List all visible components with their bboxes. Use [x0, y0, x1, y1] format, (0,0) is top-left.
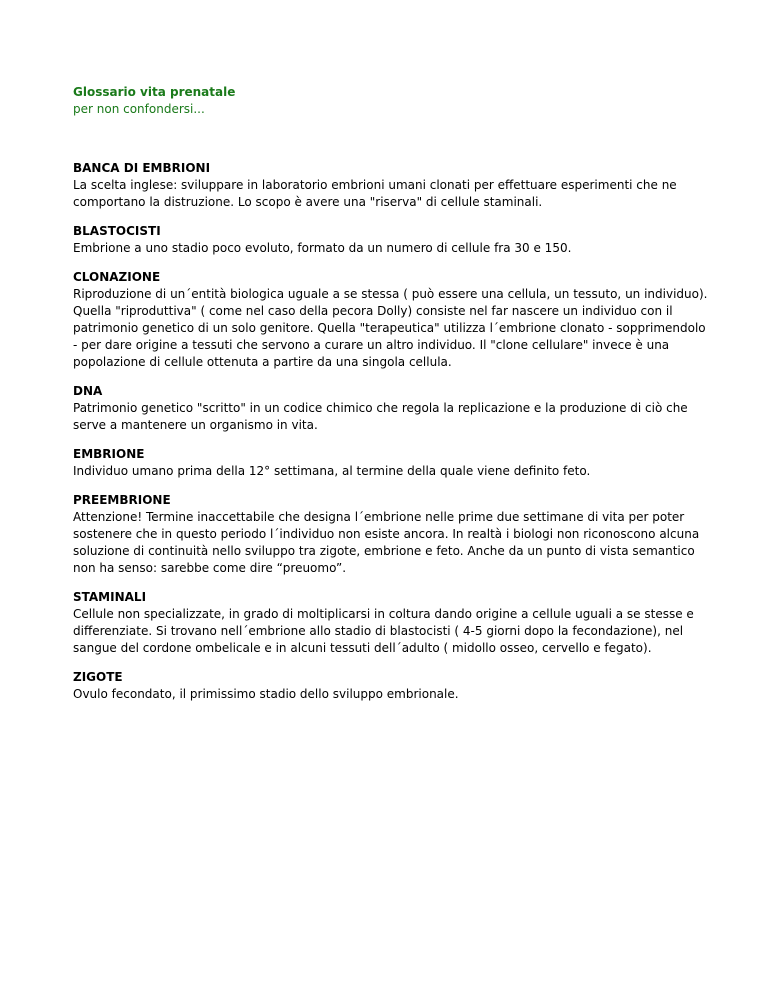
glossary-term: DNA	[73, 384, 103, 398]
glossary-definition: Individuo umano prima della 12° settimana, al termine della quale viene definito feto.	[73, 464, 591, 478]
glossary-list	[73, 160, 713, 703]
glossary-entry-dna	[73, 383, 713, 434]
page-title: Glossario vita prenatale	[73, 85, 236, 99]
document-page	[73, 84, 713, 715]
glossary-entry-zigote	[73, 669, 713, 703]
glossary-entry-blastocisti	[73, 223, 713, 257]
glossary-definition: La scelta inglese: sviluppare in laboratorio embrioni umani clonati per effettuare esperimenti che ne comportano la distruzione. Lo scopo è avere una "riserva" di cellule staminali.	[73, 178, 677, 209]
glossary-definition: Cellule non specializzate, in grado di moltiplicarsi in coltura dando origine a cellule uguali a se stesse e differenziate. Si trovano nell´embrione allo stadio di blastocisti ( 4-5 giorni dopo la fecondazione), nel sangue del cordone ombelicale e in alcuni tessuti dell´adulto ( midollo osseo, cervello e fegato).	[73, 607, 694, 655]
glossary-entry-clonazione	[73, 269, 713, 371]
glossary-definition: Attenzione! Termine inaccettabile che designa l´embrione nelle prime due settimane di vita per poter sostenere che in questo periodo l´individuo non esiste ancora. In realtà i biologi non riconoscono alcuna soluzione di continuità nello sviluppo tra zigote, embrione e feto. Anche da un punto di vista semantico non ha senso: sarebbe come dire “preuomo”.	[73, 510, 700, 575]
glossary-term: EMBRIONE	[73, 447, 145, 461]
glossary-definition: Embrione a uno stadio poco evoluto, formato da un numero di cellule fra 30 e 150.	[73, 241, 572, 255]
glossary-term: ZIGOTE	[73, 670, 123, 684]
glossary-entry-preembrione	[73, 492, 713, 577]
glossary-definition: Patrimonio genetico "scritto" in un codice chimico che regola la replicazione e la produzione di ciò che serve a mantenere un organismo in vita.	[73, 401, 688, 432]
glossary-term: PREEMBRIONE	[73, 493, 171, 507]
glossary-term: STAMINALI	[73, 590, 147, 604]
glossary-entry-banca-di-embrioni	[73, 160, 713, 211]
glossary-term: CLONAZIONE	[73, 270, 161, 284]
glossary-definition: Riproduzione di un´entità biologica uguale a se stessa ( può essere una cellula, un tessuto, un individuo). Quella "riproduttiva" ( come nel caso della pecora Dolly) consiste nel far nascere un individuo con il patrimonio genetico di un solo genitore. Quella "terapeutica" utilizza l´embrione clonato - sopprimendolo - per dare origine a tessuti che servono a curare un altro individuo. Il "clone cellulare" invece è una popolazione di cellule ottenuta a partire da una singola cellula.	[73, 287, 708, 369]
glossary-term: BANCA DI EMBRIONI	[73, 161, 211, 175]
page-subtitle: per non confondersi...	[73, 102, 205, 116]
glossary-definition: Ovulo fecondato, il primissimo stadio dello sviluppo embrionale.	[73, 687, 459, 701]
glossary-entry-staminali	[73, 589, 713, 657]
glossary-entry-embrione	[73, 446, 713, 480]
glossary-term: BLASTOCISTI	[73, 224, 161, 238]
